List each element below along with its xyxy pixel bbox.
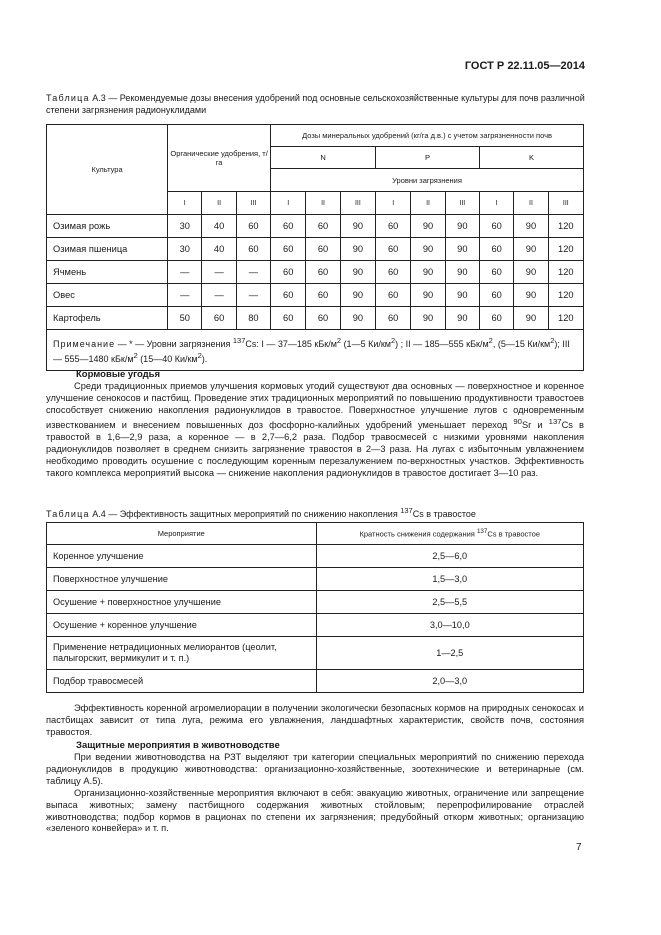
dose-cell: 90 [340, 238, 375, 261]
reduction-value: 2,0—3,0 [316, 670, 583, 693]
dose-cell: 90 [445, 238, 479, 261]
culture-name: Ячмень [47, 261, 168, 284]
dose-cell: 90 [411, 215, 445, 238]
table-row [47, 238, 584, 261]
note-text: ). [201, 354, 208, 364]
header-nutrient-k: K [479, 147, 583, 169]
note-sup: 2 [488, 336, 493, 345]
table-a3-caption-text: А.3 — Рекомендуемые дозы внесения удобрений под основные сельскохозяйственные культуры для почв различной степени загрязнения радионуклидами [46, 93, 585, 115]
dose-cell: 90 [514, 215, 548, 238]
level-label: II [514, 192, 548, 215]
dose-cell: 60 [236, 238, 270, 261]
table-row [47, 591, 584, 614]
note-label: Примечание [53, 339, 116, 349]
dose-cell: 60 [271, 261, 306, 284]
dose-cell: 60 [236, 215, 270, 238]
level-label: II [306, 192, 340, 215]
paragraph-agromelioration: Эффективность коренной агромелиорации в получении экологически безопасных кормов на природных сенокосах и пастбищах зависит от типа луга, режима его увлажнения, ландшафтных характеристик, свойств почв, состояния травостоя. [46, 703, 584, 737]
culture-name: Озимая пшеница [47, 238, 168, 261]
dose-cell: 40 [202, 238, 236, 261]
dose-cell: 120 [548, 261, 583, 284]
note-sup: 2 [197, 351, 202, 360]
level-label: I [271, 192, 306, 215]
isotope-sup: 90 [513, 417, 522, 427]
table-a4-caption-text: Cs в травостое [412, 509, 476, 519]
dose-cell: 60 [376, 215, 411, 238]
note-text: , (5—15 Ки/км [492, 339, 551, 349]
note-text: ) ; II — 185—555 кБк/м [395, 339, 489, 349]
dose-cell: 90 [514, 261, 548, 284]
section-title-fodder: Кормовые угодья [76, 369, 161, 380]
document-id: ГОСТ Р 22.11.05—2014 [464, 60, 585, 72]
note-sup: 137 [232, 336, 246, 345]
level-label: II [411, 192, 445, 215]
dose-cell: 60 [202, 307, 236, 330]
dose-cell: 60 [376, 284, 411, 307]
dose-cell: 50 [168, 307, 202, 330]
measure-name: Осушение + коренное улучшение [47, 614, 317, 637]
dose-cell: — [202, 261, 236, 284]
dose-cell: 60 [271, 215, 306, 238]
table-a4-caption-text: А.4 — Эффективность защитных мероприятий по снижению накопления [89, 509, 401, 519]
measure-name: Подбор травосмесей [47, 670, 317, 693]
dose-cell: — [236, 284, 270, 307]
level-label: III [445, 192, 479, 215]
level-label: III [340, 192, 375, 215]
header-contamination-levels: Уровни загрязнения [271, 169, 584, 192]
note-text: ); III — 555—1480 кБк/м [53, 339, 570, 364]
table-a3 [46, 124, 584, 371]
dose-cell: 60 [479, 238, 513, 261]
dose-cell: 120 [548, 215, 583, 238]
dose-cell: 90 [514, 238, 548, 261]
level-label: III [548, 192, 583, 215]
dose-cell: 90 [514, 307, 548, 330]
paragraph-livestock-categories: При ведении животноводства на РЗТ выделяют три категории специальных мероприятий по снижению перехода радионуклидов в продукцию животноводства: организационно-хозяйственные, зоотехнические и ветеринарные (см. таблицу А.5). [46, 752, 584, 786]
measure-name: Применение нетрадиционных мелиорантов (цеолит, палыгорскит, вермикулит и т. п.) [47, 637, 317, 670]
dose-cell: — [202, 284, 236, 307]
dose-cell: 60 [479, 284, 513, 307]
table-row [47, 261, 584, 284]
table-row [47, 284, 584, 307]
note-text: — * — Уровни загрязнения [115, 339, 233, 349]
header-reduction-ratio [316, 523, 583, 545]
dose-cell: 90 [340, 284, 375, 307]
dose-cell: — [168, 261, 202, 284]
dose-cell: 60 [479, 215, 513, 238]
dose-cell: 90 [445, 307, 479, 330]
dose-cell: 60 [306, 284, 340, 307]
dose-cell: — [236, 261, 270, 284]
dose-cell: 60 [376, 238, 411, 261]
dose-cell: 60 [306, 238, 340, 261]
header-measure: Мероприятие [47, 523, 317, 545]
culture-name: Озимая рожь [47, 215, 168, 238]
section-title-livestock: Защитные мероприятия в животноводстве [76, 740, 280, 751]
dose-cell: 60 [376, 307, 411, 330]
table-row [47, 614, 584, 637]
note-text: Cs: I — 37—185 кБк/м [245, 339, 337, 349]
dose-cell: 60 [479, 307, 513, 330]
note-sup: 2 [336, 336, 342, 345]
paragraph-text: Среди традиционных приемов улучшения кормовых угодий существуют два основных — поверхностное и коренное улучшение сенокосов и пастбищ. Проведение этих традиционных мероприятий по повышению продуктивности травостоев способствует снижению накопления радионуклидов в травостое. Поверхностное улучшение лугов с одновременным известкованием и внесением повышенных доз фосфорно-калийных удобрений уменьшает переход [46, 381, 584, 431]
table-row [47, 568, 584, 591]
dose-cell: 60 [479, 261, 513, 284]
reduction-value: 2,5—6,0 [316, 545, 583, 568]
dose-cell: 90 [340, 307, 375, 330]
measure-name: Коренное улучшение [47, 545, 317, 568]
table-a3-caption [46, 93, 586, 116]
header-nutrient-n: N [271, 147, 376, 169]
culture-name: Овес [47, 284, 168, 307]
dose-cell: 40 [202, 215, 236, 238]
table-row [47, 215, 584, 238]
reduction-value: 3,0—10,0 [316, 614, 583, 637]
dose-cell: 90 [445, 261, 479, 284]
dose-cell: 90 [445, 284, 479, 307]
note-sup: 2 [133, 351, 138, 360]
dose-cell: 90 [340, 261, 375, 284]
table-row [47, 545, 584, 568]
note-text: (15—40 Ки/км [137, 354, 198, 364]
table-row [47, 307, 584, 330]
paragraph-text: Sr и [521, 420, 549, 431]
dose-cell: 120 [548, 307, 583, 330]
dose-cell: 90 [411, 307, 445, 330]
table-a3-label: Таблица [46, 93, 90, 103]
level-label: II [202, 192, 236, 215]
reduction-value: 2,5—5,5 [316, 591, 583, 614]
dose-cell: 30 [168, 215, 202, 238]
dose-cell: 120 [548, 238, 583, 261]
page-number: 7 [576, 842, 582, 853]
paragraph-fodder [46, 381, 584, 479]
note-sup: 2 [550, 336, 555, 345]
header-nutrient-p: P [376, 147, 480, 169]
reduction-value: 1—2,5 [316, 637, 583, 670]
dose-cell: 60 [271, 307, 306, 330]
table-row [47, 637, 584, 670]
level-label: I [376, 192, 411, 215]
culture-name: Картофель [47, 307, 168, 330]
dose-cell: — [168, 284, 202, 307]
dose-cell: 60 [271, 284, 306, 307]
header-text: Кратность снижения содержания [359, 529, 477, 539]
paragraph-livestock-measures: Организационно-хозяйственные мероприятия включают в себя: эвакуацию животных, ограничение или запрещение выпаса животных; замену пастбищного содержания животных стойловым; перепрофилирование отраслей животноводства; подбор кормов в рационах по степени их загрязнения; предубойный откорм животных; организацию «зеленого конвейера» и т. п. [46, 788, 584, 834]
dose-cell: 60 [306, 307, 340, 330]
paragraph-text: Cs в травостой в 1,6—2,9 раза, а коренное — в 2,7—6,2 раза. Подбор травосмесей с низкими уровнями накопления радионуклидов позволяет в среднем снизить загрязнение травостоя в 2—3 раза. На лугах с избыточным увлажнением необходимо проводить осушение с последующим коренным перезалужением по-верхностных участков. Эффективность такого комплекса мероприятий высока — снижение накопления радионуклидов в травостое достигает 3—10 раз. [46, 420, 584, 478]
level-label: I [168, 192, 202, 215]
header-organic-fertilizers: Органические удобрения, т/га [168, 125, 271, 192]
table-row [47, 670, 584, 693]
dose-cell: 90 [514, 284, 548, 307]
measure-name: Поверхностное улучшение [47, 568, 317, 591]
isotope-sup: 137 [548, 417, 562, 427]
level-label: I [479, 192, 513, 215]
isotope-sup: 137 [476, 528, 488, 536]
dose-cell: 90 [340, 215, 375, 238]
dose-cell: 60 [271, 238, 306, 261]
table-a4 [46, 522, 584, 693]
reduction-value: 1,5—3,0 [316, 568, 583, 591]
note-sup: 2 [390, 336, 396, 345]
dose-cell: 90 [411, 238, 445, 261]
dose-cell: 60 [306, 215, 340, 238]
dose-cell: 90 [411, 284, 445, 307]
dose-cell: 120 [548, 284, 583, 307]
table-a4-caption [46, 505, 586, 521]
dose-cell: 60 [376, 261, 411, 284]
measure-name: Осушение + поверхностное улучшение [47, 591, 317, 614]
dose-cell: 60 [306, 261, 340, 284]
header-culture: Культура [47, 125, 168, 215]
note-text: (1—5 Ки/км [341, 339, 391, 349]
table-a3-note [47, 330, 584, 371]
table-a4-label: Таблица [46, 509, 90, 519]
dose-cell: 80 [236, 307, 270, 330]
dose-cell: 30 [168, 238, 202, 261]
dose-cell: 90 [445, 215, 479, 238]
header-mineral-fertilizers: Дозы минеральных удобрений (кг/га д.в.) с учетом загрязненности почв [271, 125, 584, 147]
isotope-sup: 137 [400, 506, 413, 515]
header-text: Cs в травостое [487, 529, 541, 539]
level-label: III [236, 192, 270, 215]
dose-cell: 90 [411, 261, 445, 284]
